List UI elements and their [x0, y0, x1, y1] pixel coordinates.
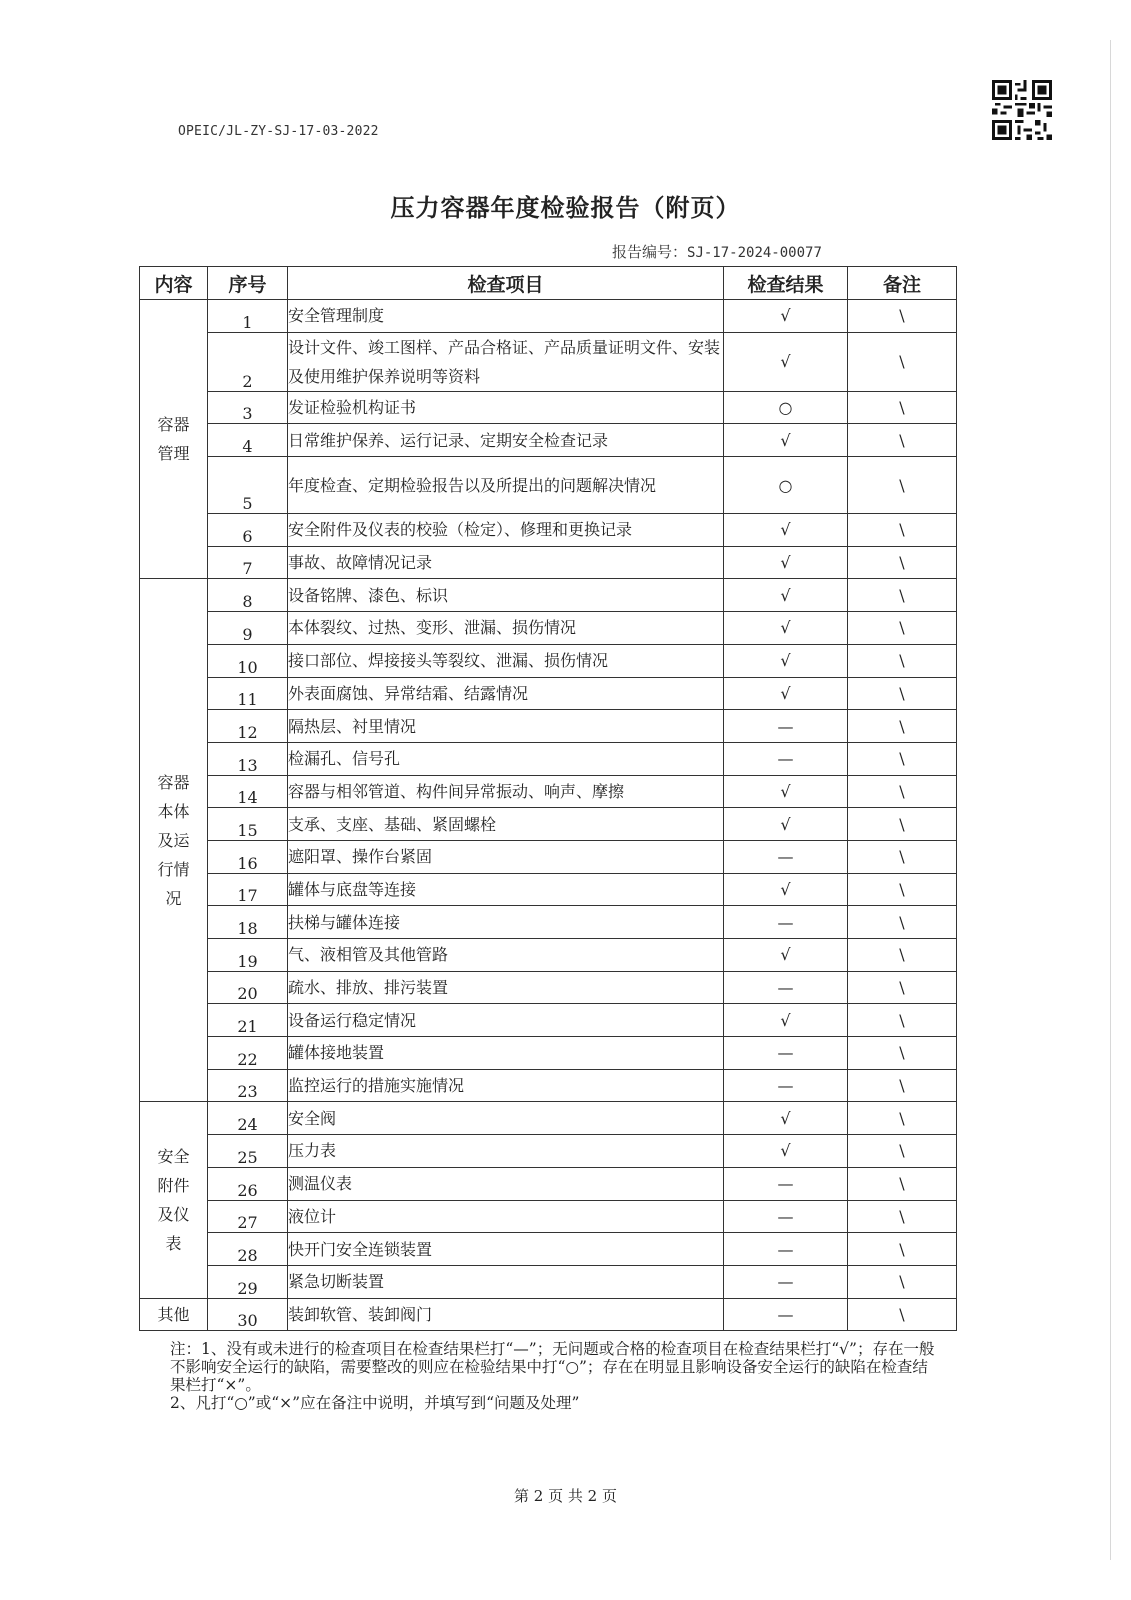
- row-note: \: [848, 873, 957, 906]
- row-number: 7: [208, 546, 288, 579]
- row-note: \: [848, 939, 957, 972]
- row-note: \: [848, 1233, 957, 1266]
- page-number: 第 2 页 共 2 页: [514, 1487, 617, 1505]
- row-note: \: [848, 1004, 957, 1037]
- section-label-line: 况: [165, 888, 182, 908]
- row-number: 14: [208, 775, 288, 808]
- row-note: \: [848, 579, 957, 612]
- row-number: 27: [208, 1200, 288, 1233]
- row-number: 9: [208, 612, 288, 645]
- section-label: [140, 1102, 208, 1298]
- row-item: 压力表: [288, 1135, 724, 1168]
- row-item: 接口部位、焊接接头等裂纹、泄漏、损伤情况: [288, 644, 724, 677]
- table-row: [140, 1102, 957, 1135]
- row-number: 2: [208, 332, 288, 391]
- row-item: 疏水、排放、排污装置: [288, 971, 724, 1004]
- row-result: √: [724, 424, 848, 457]
- row-item: 紧急切断装置: [288, 1265, 724, 1298]
- header-note: 备注: [848, 267, 957, 300]
- row-number: 26: [208, 1167, 288, 1200]
- table-row: [140, 579, 957, 612]
- header-content: 内容: [140, 267, 208, 300]
- row-note: \: [848, 644, 957, 677]
- report-number: [612, 241, 822, 262]
- row-number: 25: [208, 1135, 288, 1168]
- table-row: [140, 1265, 957, 1298]
- row-item: 液位计: [288, 1200, 724, 1233]
- table-row: [140, 906, 957, 939]
- table-row: [140, 1069, 957, 1102]
- table-row: [140, 775, 957, 808]
- row-number: 3: [208, 391, 288, 424]
- row-result: ○: [724, 457, 848, 514]
- table-row: [140, 971, 957, 1004]
- row-number: 6: [208, 514, 288, 547]
- table-row: [140, 514, 957, 547]
- row-item: 年度检查、定期检验报告以及所提出的问题解决情况: [288, 457, 724, 514]
- row-number: 20: [208, 971, 288, 1004]
- section-label-line: 安全: [157, 1147, 190, 1166]
- table-row: [140, 939, 957, 972]
- section-label-line: 容器: [157, 772, 190, 792]
- row-item: 遮阳罩、操作台紧固: [288, 840, 724, 873]
- note-line-1: 注：1、没有或未进行的检查项目在检查结果栏打“—”；无问题或合格的检查项目在检查结果栏打“√”；存在一般不影响安全运行的缺陷，需要整改的则应在检验结果中打“○”；存在在明显且影响设备安全运行的缺陷在检查结果栏打“×”。: [170, 1340, 935, 1394]
- table-row: [140, 710, 957, 743]
- table-row: [140, 1037, 957, 1070]
- row-note: \: [848, 1102, 957, 1135]
- row-result: √: [724, 775, 848, 808]
- table-row: [140, 677, 957, 710]
- row-result: √: [724, 939, 848, 972]
- row-note: \: [848, 514, 957, 547]
- row-item: 罐体与底盘等连接: [288, 873, 724, 906]
- row-result: √: [724, 300, 848, 333]
- header-item: 检查项目: [288, 267, 724, 300]
- row-note: \: [848, 742, 957, 775]
- section-label-line: 容器: [157, 415, 190, 435]
- row-item: 安全附件及仪表的校验（检定）、修理和更换记录: [288, 514, 724, 547]
- table-row: [140, 1298, 957, 1331]
- row-number: 17: [208, 873, 288, 906]
- row-item: 扶梯与罐体连接: [288, 906, 724, 939]
- row-note: \: [848, 1265, 957, 1298]
- row-result: —: [724, 1298, 848, 1331]
- row-number: 24: [208, 1102, 288, 1135]
- table-body: [140, 300, 957, 1331]
- section-label-line: 管理: [157, 444, 190, 464]
- row-number: 11: [208, 677, 288, 710]
- row-item: 设备铭牌、漆色、标识: [288, 579, 724, 612]
- table-row: [140, 808, 957, 841]
- row-item: 设计文件、竣工图样、产品合格证、产品质量证明文件、安装及使用维护保养说明等资料: [288, 332, 724, 391]
- row-result: —: [724, 1265, 848, 1298]
- row-note: \: [848, 808, 957, 841]
- row-result: √: [724, 612, 848, 645]
- row-number: 1: [208, 300, 288, 333]
- page-edge-line: [1110, 40, 1111, 1560]
- table-row: [140, 840, 957, 873]
- row-result: —: [724, 1069, 848, 1102]
- row-number: 29: [208, 1265, 288, 1298]
- row-note: \: [848, 775, 957, 808]
- row-result: √: [724, 808, 848, 841]
- row-result: —: [724, 1167, 848, 1200]
- row-note: \: [848, 332, 957, 391]
- row-note: \: [848, 971, 957, 1004]
- row-note: \: [848, 424, 957, 457]
- table-row: [140, 1200, 957, 1233]
- row-result: —: [724, 742, 848, 775]
- row-note: \: [848, 391, 957, 424]
- row-number: 8: [208, 579, 288, 612]
- section-label-line: 及仪: [157, 1205, 190, 1224]
- row-note: \: [848, 1200, 957, 1233]
- header-result: 检查结果: [724, 267, 848, 300]
- row-item: 安全阀: [288, 1102, 724, 1135]
- row-note: \: [848, 546, 957, 579]
- section-label-line: 附件: [157, 1176, 190, 1195]
- row-item: 容器与相邻管道、构件间异常振动、响声、摩擦: [288, 775, 724, 808]
- row-item: 本体裂纹、过热、变形、泄漏、损伤情况: [288, 612, 724, 645]
- table-row: [140, 424, 957, 457]
- row-number: 30: [208, 1298, 288, 1331]
- row-note: \: [848, 906, 957, 939]
- row-result: √: [724, 1102, 848, 1135]
- section-label-line: 本体: [157, 801, 190, 821]
- row-note: \: [848, 1069, 957, 1102]
- table-row: [140, 612, 957, 645]
- row-note: \: [848, 710, 957, 743]
- row-result: √: [724, 332, 848, 391]
- row-result: √: [724, 677, 848, 710]
- row-number: 21: [208, 1004, 288, 1037]
- row-item: 日常维护保养、运行记录、定期安全检查记录: [288, 424, 724, 457]
- table-row: [140, 742, 957, 775]
- table-row: [140, 873, 957, 906]
- row-number: 12: [208, 710, 288, 743]
- table-row: [140, 391, 957, 424]
- row-item: 测温仪表: [288, 1167, 724, 1200]
- row-result: —: [724, 710, 848, 743]
- row-number: 18: [208, 906, 288, 939]
- row-item: 罐体接地装置: [288, 1037, 724, 1070]
- row-result: √: [724, 514, 848, 547]
- row-number: 10: [208, 644, 288, 677]
- section-label: [140, 579, 208, 1102]
- row-result: √: [724, 873, 848, 906]
- row-item: 设备运行稳定情况: [288, 1004, 724, 1037]
- row-note: \: [848, 1037, 957, 1070]
- table-row: [140, 300, 957, 333]
- table-row: [140, 644, 957, 677]
- row-item: 检漏孔、信号孔: [288, 742, 724, 775]
- row-result: √: [724, 1135, 848, 1168]
- row-result: —: [724, 1233, 848, 1266]
- row-result: —: [724, 1200, 848, 1233]
- row-item: 外表面腐蚀、异常结霜、结露情况: [288, 677, 724, 710]
- row-item: 事故、故障情况记录: [288, 546, 724, 579]
- row-note: \: [848, 1167, 957, 1200]
- row-note: \: [848, 300, 957, 333]
- section-label-line: 及运: [157, 830, 190, 850]
- row-result: ○: [724, 391, 848, 424]
- table-header-row: [140, 267, 957, 300]
- row-result: √: [724, 1004, 848, 1037]
- section-label: [140, 1298, 208, 1331]
- table-row: [140, 1167, 957, 1200]
- table-row: [140, 1004, 957, 1037]
- row-result: —: [724, 1037, 848, 1070]
- page-title: 压力容器年度检验报告（附页）: [390, 194, 741, 222]
- row-number: 5: [208, 457, 288, 514]
- row-item: 监控运行的措施实施情况: [288, 1069, 724, 1102]
- section-label-line: 其他: [157, 1304, 190, 1324]
- section-label-line: 表: [165, 1234, 182, 1253]
- row-note: \: [848, 1298, 957, 1331]
- row-number: 19: [208, 939, 288, 972]
- table-row: [140, 1233, 957, 1266]
- row-number: 22: [208, 1037, 288, 1070]
- document-code: OPEIC/JL-ZY-SJ-17-03-2022: [178, 124, 379, 139]
- inspection-table: [139, 266, 957, 1331]
- row-result: √: [724, 644, 848, 677]
- row-number: 15: [208, 808, 288, 841]
- row-item: 快开门安全连锁装置: [288, 1233, 724, 1266]
- row-item: 安全管理制度: [288, 300, 724, 333]
- table-row: [140, 1135, 957, 1168]
- row-result: —: [724, 971, 848, 1004]
- row-number: 16: [208, 840, 288, 873]
- section-label-line: 行情: [157, 859, 190, 879]
- header-number: 序号: [208, 267, 288, 300]
- row-note: \: [848, 840, 957, 873]
- row-item: 装卸软管、装卸阀门: [288, 1298, 724, 1331]
- report-number-label: 报告编号：: [612, 243, 688, 261]
- table-row: [140, 332, 957, 391]
- row-number: 4: [208, 424, 288, 457]
- row-item: 气、液相管及其他管路: [288, 939, 724, 972]
- row-number: 23: [208, 1069, 288, 1102]
- row-result: √: [724, 579, 848, 612]
- row-item: 隔热层、衬里情况: [288, 710, 724, 743]
- note-line-2: 2、凡打“○”或“×”应在备注中说明，并填写到“问题及处理”: [170, 1394, 580, 1412]
- row-note: \: [848, 457, 957, 514]
- report-number-value: SJ-17-2024-00077: [687, 245, 822, 261]
- row-item: 发证检验机构证书: [288, 391, 724, 424]
- table-row: [140, 546, 957, 579]
- section-label: [140, 300, 208, 579]
- notes: [170, 1340, 940, 1412]
- table-row: [140, 457, 957, 514]
- row-result: —: [724, 840, 848, 873]
- row-result: √: [724, 546, 848, 579]
- row-note: \: [848, 612, 957, 645]
- row-note: \: [848, 1135, 957, 1168]
- qr-code-icon: [992, 80, 1052, 140]
- row-note: \: [848, 677, 957, 710]
- row-number: 13: [208, 742, 288, 775]
- row-number: 28: [208, 1233, 288, 1266]
- row-result: —: [724, 906, 848, 939]
- row-item: 支承、支座、基础、紧固螺栓: [288, 808, 724, 841]
